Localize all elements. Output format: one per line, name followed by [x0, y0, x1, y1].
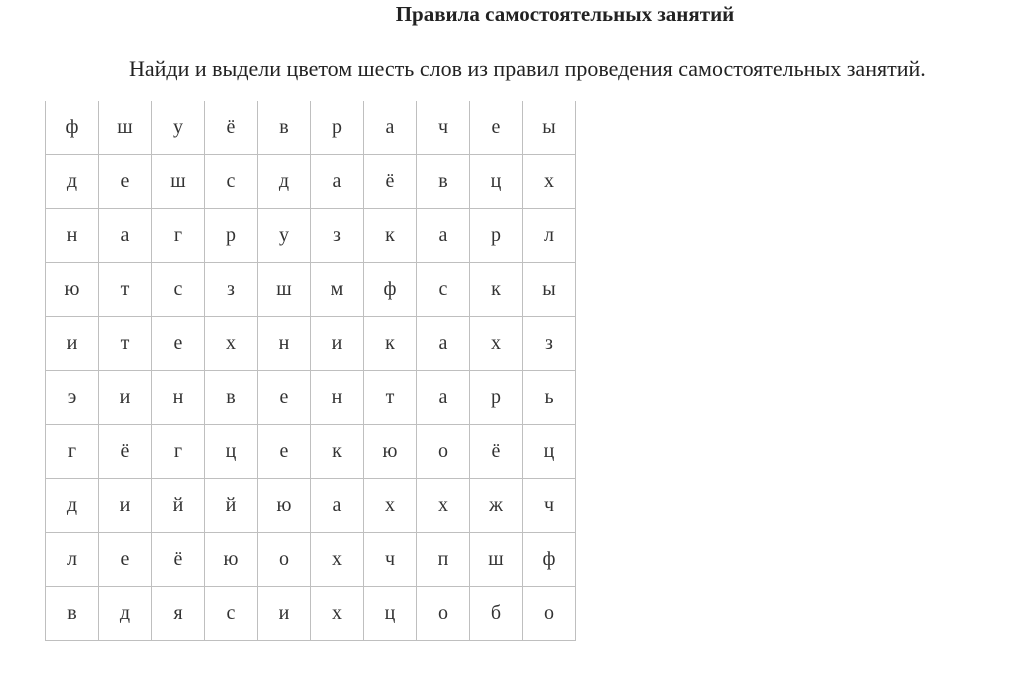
- grid-cell[interactable]: о: [417, 587, 470, 641]
- grid-cell[interactable]: г: [152, 209, 205, 263]
- grid-cell[interactable]: а: [417, 371, 470, 425]
- grid-cell[interactable]: е: [99, 155, 152, 209]
- grid-cell[interactable]: л: [523, 209, 576, 263]
- grid-cell[interactable]: з: [205, 263, 258, 317]
- grid-cell[interactable]: к: [311, 425, 364, 479]
- grid-row: [46, 425, 576, 479]
- grid-cell[interactable]: ф: [364, 263, 417, 317]
- grid-cell[interactable]: и: [258, 587, 311, 641]
- grid-cell[interactable]: р: [311, 101, 364, 155]
- grid-cell[interactable]: ы: [523, 263, 576, 317]
- grid-row: [46, 479, 576, 533]
- grid-cell[interactable]: н: [311, 371, 364, 425]
- grid-cell[interactable]: к: [364, 317, 417, 371]
- grid-cell[interactable]: е: [258, 425, 311, 479]
- grid-cell[interactable]: г: [46, 425, 99, 479]
- grid-cell[interactable]: с: [205, 587, 258, 641]
- grid-cell[interactable]: ц: [364, 587, 417, 641]
- grid-cell[interactable]: а: [311, 155, 364, 209]
- grid-cell[interactable]: х: [311, 533, 364, 587]
- grid-row: [46, 263, 576, 317]
- grid-cell[interactable]: ё: [470, 425, 523, 479]
- grid-cell[interactable]: ы: [523, 101, 576, 155]
- grid-cell[interactable]: й: [205, 479, 258, 533]
- grid-cell[interactable]: о: [523, 587, 576, 641]
- grid-cell[interactable]: и: [311, 317, 364, 371]
- grid-cell[interactable]: е: [470, 101, 523, 155]
- grid-cell[interactable]: п: [417, 533, 470, 587]
- grid-cell[interactable]: х: [470, 317, 523, 371]
- grid-cell[interactable]: ш: [99, 101, 152, 155]
- grid-cell[interactable]: я: [152, 587, 205, 641]
- grid-cell[interactable]: ю: [258, 479, 311, 533]
- grid-cell[interactable]: ч: [417, 101, 470, 155]
- grid-cell[interactable]: о: [258, 533, 311, 587]
- grid-cell[interactable]: х: [311, 587, 364, 641]
- grid-cell[interactable]: е: [152, 317, 205, 371]
- grid-cell[interactable]: д: [258, 155, 311, 209]
- grid-cell[interactable]: и: [99, 479, 152, 533]
- grid-cell[interactable]: ч: [364, 533, 417, 587]
- grid-cell[interactable]: с: [417, 263, 470, 317]
- grid-cell[interactable]: у: [152, 101, 205, 155]
- grid-cell[interactable]: л: [46, 533, 99, 587]
- grid-cell[interactable]: ё: [99, 425, 152, 479]
- grid-row: [46, 155, 576, 209]
- grid-row: [46, 101, 576, 155]
- grid-cell[interactable]: ш: [258, 263, 311, 317]
- grid-cell[interactable]: в: [258, 101, 311, 155]
- grid-cell[interactable]: ж: [470, 479, 523, 533]
- grid-cell[interactable]: р: [205, 209, 258, 263]
- grid-body: [46, 101, 576, 641]
- grid-row: [46, 371, 576, 425]
- grid-cell[interactable]: и: [99, 371, 152, 425]
- grid-cell[interactable]: а: [311, 479, 364, 533]
- grid-cell[interactable]: ц: [523, 425, 576, 479]
- grid-cell[interactable]: в: [46, 587, 99, 641]
- grid-cell[interactable]: о: [417, 425, 470, 479]
- grid-cell[interactable]: т: [99, 317, 152, 371]
- grid-cell[interactable]: у: [258, 209, 311, 263]
- grid-cell[interactable]: з: [523, 317, 576, 371]
- grid-cell[interactable]: ё: [152, 533, 205, 587]
- grid-cell[interactable]: х: [417, 479, 470, 533]
- grid-cell[interactable]: х: [205, 317, 258, 371]
- grid-cell[interactable]: э: [46, 371, 99, 425]
- word-search-grid: [45, 101, 576, 641]
- grid-cell[interactable]: к: [470, 263, 523, 317]
- grid-row: [46, 587, 576, 641]
- grid-cell[interactable]: ё: [364, 155, 417, 209]
- grid-cell[interactable]: н: [46, 209, 99, 263]
- grid-cell[interactable]: м: [311, 263, 364, 317]
- grid-row: [46, 209, 576, 263]
- grid-cell[interactable]: х: [364, 479, 417, 533]
- grid-cell[interactable]: ь: [523, 371, 576, 425]
- grid-row: [46, 317, 576, 371]
- grid-cell[interactable]: г: [152, 425, 205, 479]
- grid-cell[interactable]: а: [417, 317, 470, 371]
- grid-cell[interactable]: к: [364, 209, 417, 263]
- grid-cell[interactable]: с: [152, 263, 205, 317]
- grid-cell[interactable]: д: [46, 155, 99, 209]
- grid-cell[interactable]: в: [417, 155, 470, 209]
- grid-cell[interactable]: н: [152, 371, 205, 425]
- grid-cell[interactable]: е: [99, 533, 152, 587]
- grid-cell[interactable]: д: [46, 479, 99, 533]
- grid-cell[interactable]: т: [99, 263, 152, 317]
- grid-cell[interactable]: ю: [364, 425, 417, 479]
- grid-cell[interactable]: ё: [205, 101, 258, 155]
- grid-cell[interactable]: а: [99, 209, 152, 263]
- grid-cell[interactable]: ч: [523, 479, 576, 533]
- grid-cell[interactable]: а: [364, 101, 417, 155]
- grid-cell[interactable]: р: [470, 209, 523, 263]
- grid-cell[interactable]: в: [205, 371, 258, 425]
- grid-cell[interactable]: ф: [46, 101, 99, 155]
- grid-cell[interactable]: б: [470, 587, 523, 641]
- grid-cell[interactable]: ю: [46, 263, 99, 317]
- grid-cell[interactable]: й: [152, 479, 205, 533]
- grid-cell[interactable]: с: [205, 155, 258, 209]
- grid-cell[interactable]: т: [364, 371, 417, 425]
- grid-cell[interactable]: ц: [470, 155, 523, 209]
- grid-cell[interactable]: и: [46, 317, 99, 371]
- grid-cell[interactable]: е: [258, 371, 311, 425]
- grid-row: [46, 533, 576, 587]
- grid-cell[interactable]: р: [470, 371, 523, 425]
- grid-cell[interactable]: ш: [470, 533, 523, 587]
- grid-cell[interactable]: д: [99, 587, 152, 641]
- grid-cell[interactable]: ю: [205, 533, 258, 587]
- grid-cell[interactable]: з: [311, 209, 364, 263]
- grid-cell[interactable]: н: [258, 317, 311, 371]
- grid-cell[interactable]: х: [523, 155, 576, 209]
- grid-cell[interactable]: ф: [523, 533, 576, 587]
- grid-cell[interactable]: а: [417, 209, 470, 263]
- grid-cell[interactable]: ш: [152, 155, 205, 209]
- page-title: Правила самостоятельных занятий: [395, 2, 735, 26]
- grid-cell[interactable]: ц: [205, 425, 258, 479]
- task-instruction: Найди и выдели цветом шесть слов из правил проведения самостоятельных занятий.: [129, 56, 926, 81]
